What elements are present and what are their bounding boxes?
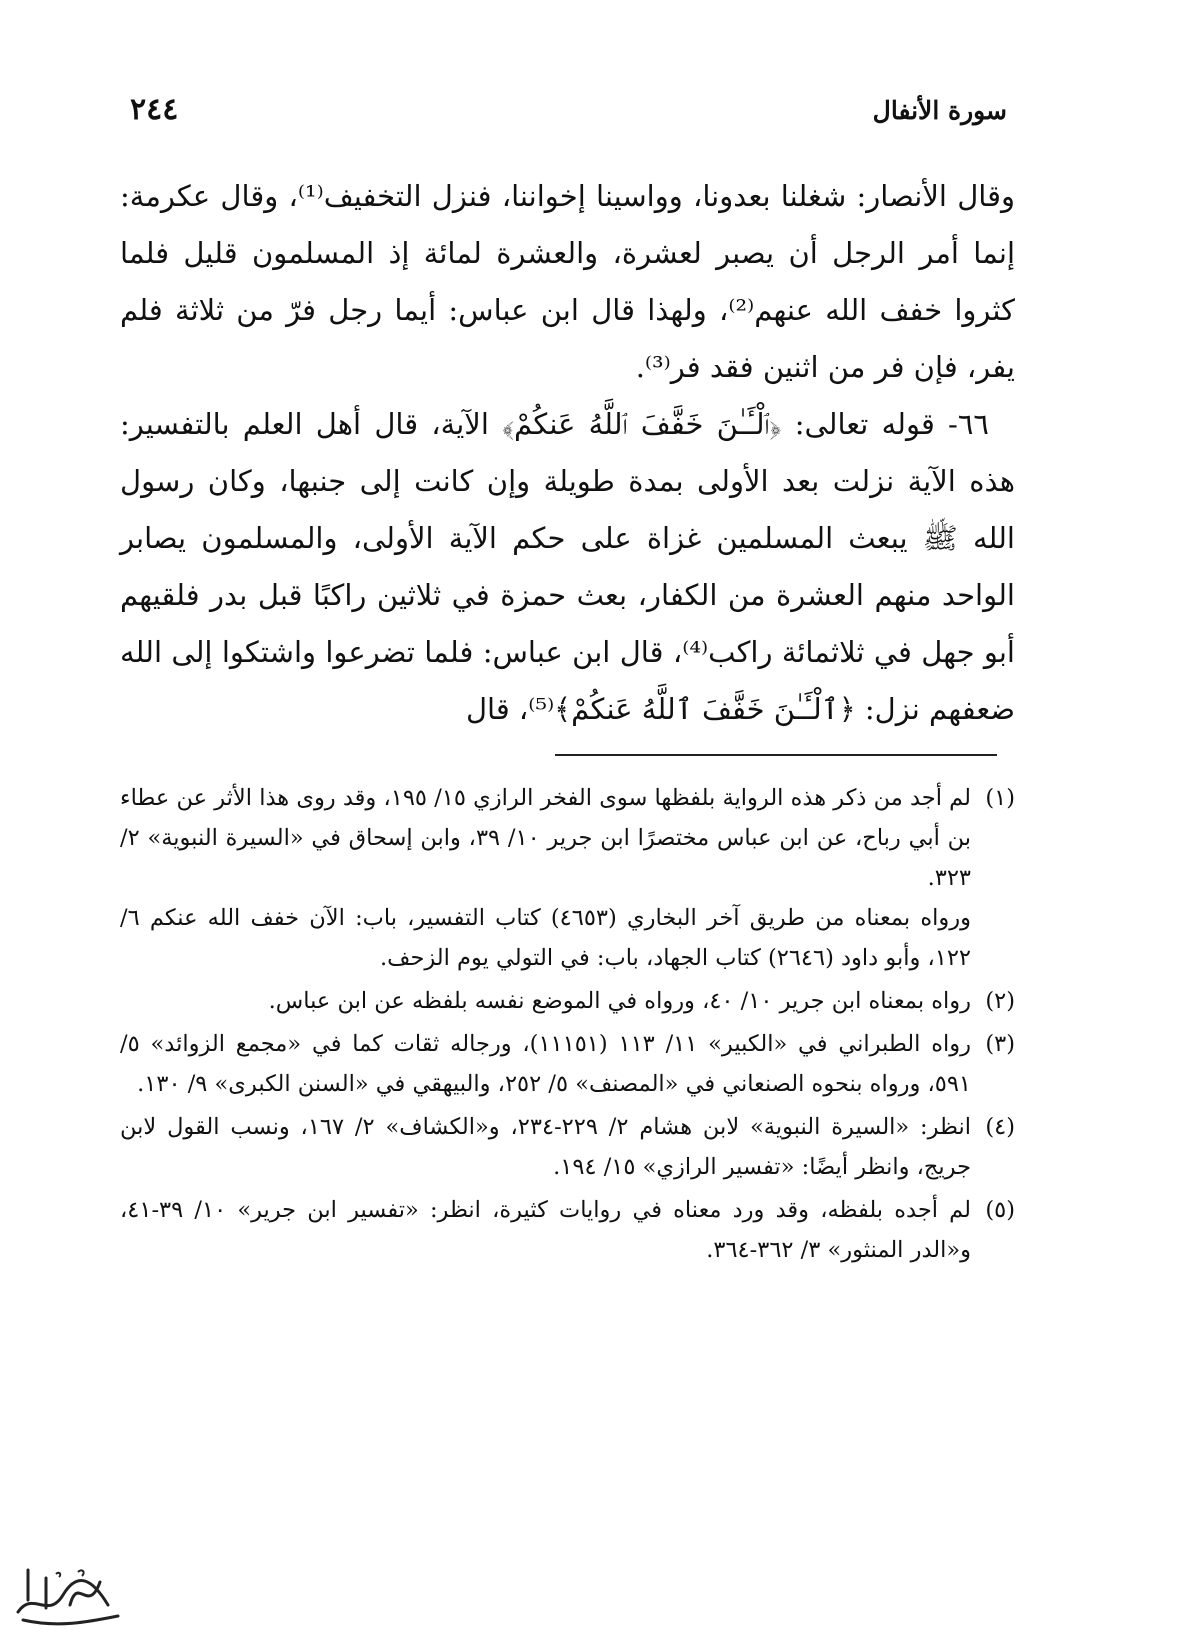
footnote-paragraph: رواه بمعناه ابن جرير ١٠/ ٤٠، ورواه في الموضع نفسه بلفظه عن ابن عباس. (268, 988, 971, 1014)
footnote-paragraph: ورواه بمعناه من طريق آخر البخاري (٤٦٥٣) كتاب التفسير، باب: الآن خفف الله عنكم ٦/ ١٢٢، وأبو داود (٢٦٤٦) كتاب الجهاد، باب: في التولي يوم الزحف. (120, 905, 971, 971)
body-paragraph: وقال الأنصار: شغلنا بعدونا، وواسينا إخواننا، فنزل التخفيف⁽¹⁾، وقال عكرمة: إنما أمر الرجل أن يصبر لعشرة، والعشرة لمائة إذ المسلمون قليل فلما كثروا خفف الله عنهم⁽²⁾، ولهذا قال ابن عباس: أيما رجل فرّ من ثلاثة فلم يفر، فإن فر من اثنين فقد فر⁽³⁾. (120, 179, 1015, 384)
footnotes (120, 778, 1015, 1273)
footnote-paragraph: لم أجده بلفظه، وقد ورد معناه في روايات كثيرة، انظر: «تفسير ابن جرير» ١٠/ ٣٩-٤١، و«الدر المنثور» ٣/ ٣٦٢-٣٦٤. (120, 1197, 971, 1263)
main-text (120, 168, 1015, 738)
footnote (120, 981, 1015, 1021)
footnote-text (120, 1024, 971, 1104)
footnote (120, 1190, 1015, 1270)
footnote-paragraph: رواه الطبراني في «الكبير» ١١/ ١١٣ (١١١٥١)، ورجاله ثقات كما في «مجمع الزوائد» ٥/ ٥٩١، ورواه بنحوه الصنعاني في «المصنف» ٥/ ٢٥٢، والبيهقي في «السنن الكبرى» ٩/ ١٣٠. (120, 1031, 971, 1097)
footnote-text (120, 981, 971, 1021)
footnote-number: (٣) (985, 1031, 1015, 1057)
page-header (130, 92, 1007, 142)
page-number: ٢٤٤ (130, 92, 179, 127)
footnote-number: (٥) (985, 1197, 1015, 1223)
footnote (120, 1024, 1015, 1104)
footnote-number: (١) (985, 785, 1015, 811)
footnote-paragraph: انظر: «السيرة النبوية» لابن هشام ٢/ ٢٢٩-٢٣٤، و«الكشاف» ٢/ ١٦٧، ونسب القول لابن جريج، وانظر أيضًا: «تفسير الرازي» ١٥/ ١٩٤. (120, 1114, 972, 1180)
footnote (120, 1107, 1015, 1187)
footnote-paragraph: لم أجد من ذكر هذه الرواية بلفظها سوى الفخر الرازي ١٥/ ١٩٥، وقد روى هذا الأثر عن عطاء بن أبي رباح، عن ابن عباس مختصرًا ابن جرير ١٠/ ٣٩، وابن إسحاق في «السيرة النبوية» ٢/ ٣٢٣. (120, 785, 972, 891)
footnote-text (120, 1190, 971, 1270)
body-paragraph: ٦٦- قوله تعالى: ﴿ٱلْـَٔـٰنَ خَفَّفَ ٱللَّهُ عَنكُمْ﴾ الآية، قال أهل العلم بالتفسير: هذه الآية نزلت بعد الأولى بمدة طويلة وإن كانت إلى جنبها، وكان رسول الله ﷺ يبعث المسلمين غزاة على حكم الآية الأولى، والمسلمون يصابر الواحد منهم العشرة من الكفار، بعث حمزة في ثلاثين راكبًا قبل بدر فلقيهم أبو جهل في ثلاثمائة راكب⁽⁴⁾، قال ابن عباس: فلما تضرعوا واشتكوا إلى الله ضعفهم نزل: ﴿ٱلْـَٔـٰنَ خَفَّفَ ٱللَّهُ عَنكُمْ﴾⁽⁵⁾، قال (120, 407, 1015, 726)
footnote-number: (٢) (985, 988, 1015, 1014)
footnote (120, 778, 1015, 978)
footnote-separator (555, 754, 997, 756)
calligraphy-stamp-icon (8, 1560, 128, 1630)
footnote-text (120, 778, 971, 978)
footnote-text (120, 1107, 971, 1187)
surah-title: سورة الأنفال (872, 96, 1007, 125)
footnote-number: (٤) (985, 1114, 1015, 1140)
